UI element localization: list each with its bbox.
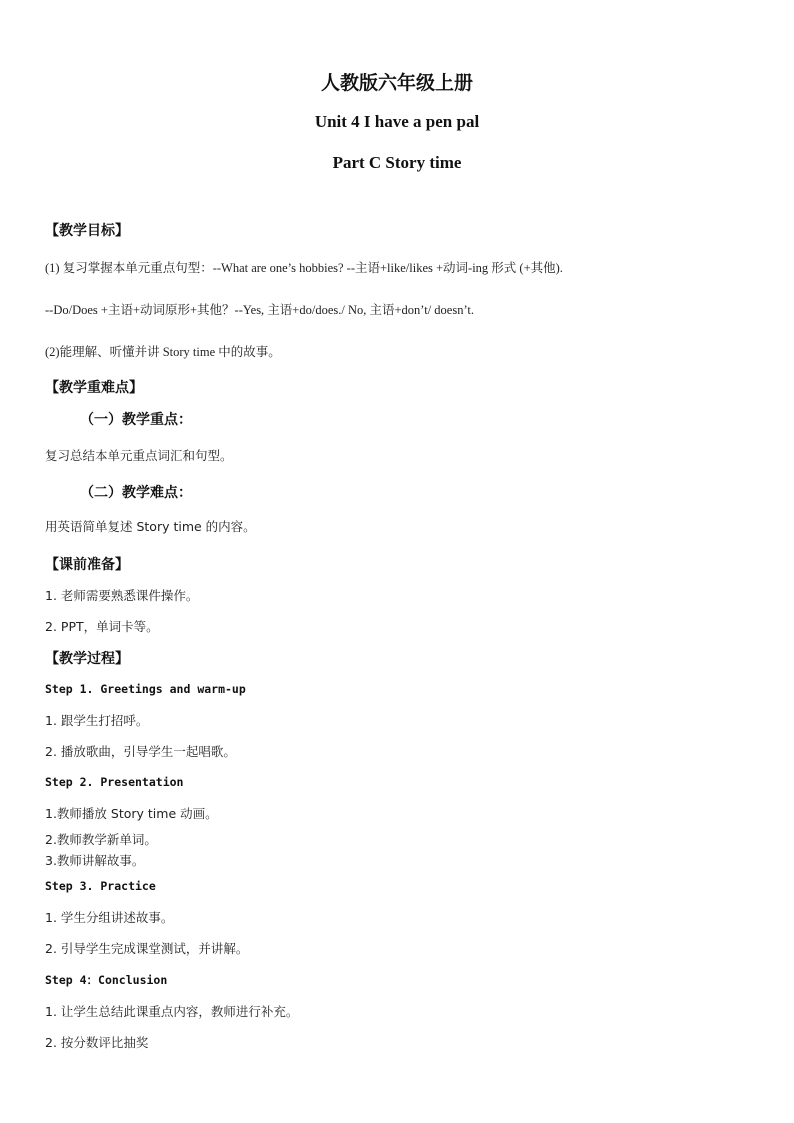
preparation-heading: 【课前准备】 [45, 557, 129, 573]
objective-item-1: (1) 复习掌握本单元重点句型：--What are one’s hobbies? --主语+like/likes +动词-ing 形式 (+其他). [45, 261, 563, 275]
objective-item-1-continued: --Do/Does +主语+动词原形+其他？--Yes, 主语+do/does./ No, 主语+don’t/ doesn’t. [45, 303, 474, 317]
focus-heading: （一）教学重点： [80, 412, 192, 428]
step-1-item: 1. 跟学生打招呼。 [45, 713, 149, 728]
step-4-title: Step 4：Conclusion [45, 973, 168, 987]
process-heading: 【教学过程】 [45, 651, 129, 667]
difficulty-heading: （二）教学难点： [80, 485, 192, 501]
key-points-heading: 【教学重难点】 [45, 380, 143, 396]
step-1-item: 2. 播放歌曲，引导学生一起唱歌。 [45, 744, 236, 759]
step-2-item: 3.教师讲解故事。 [45, 853, 145, 868]
step-4-item: 2. 按分数评比抽奖 [45, 1035, 149, 1050]
step-3-title: Step 3. Practice [45, 879, 156, 893]
step-3-item: 2. 引导学生完成课堂测试，并讲解。 [45, 941, 249, 956]
document-title: 人教版六年级上册 [320, 73, 473, 94]
step-4-item: 1. 让学生总结此课重点内容，教师进行补充。 [45, 1004, 299, 1019]
step-2-title: Step 2. Presentation [45, 775, 184, 789]
objective-item-2: (2)能理解、听懂并讲 Story time 中的故事。 [45, 345, 281, 359]
step-3-item: 1. 学生分组讲述故事。 [45, 910, 174, 925]
objectives-heading: 【教学目标】 [45, 223, 129, 239]
part-title: Part C Story time [332, 153, 462, 172]
preparation-item: 1. 老师需要熟悉课件操作。 [45, 588, 199, 603]
focus-text: 复习总结本单元重点词汇和句型。 [45, 448, 233, 463]
difficulty-text: 用英语简单复述 Story time 的内容。 [45, 519, 256, 534]
step-1-title: Step 1. Greetings and warm-up [45, 682, 246, 696]
preparation-item: 2. PPT，单词卡等。 [45, 619, 159, 634]
step-2-item: 1.教师播放 Story time 动画。 [45, 806, 218, 821]
step-2-item: 2.教师教学新单词。 [45, 832, 157, 847]
unit-title: Unit 4 I have a pen pal [314, 112, 480, 131]
